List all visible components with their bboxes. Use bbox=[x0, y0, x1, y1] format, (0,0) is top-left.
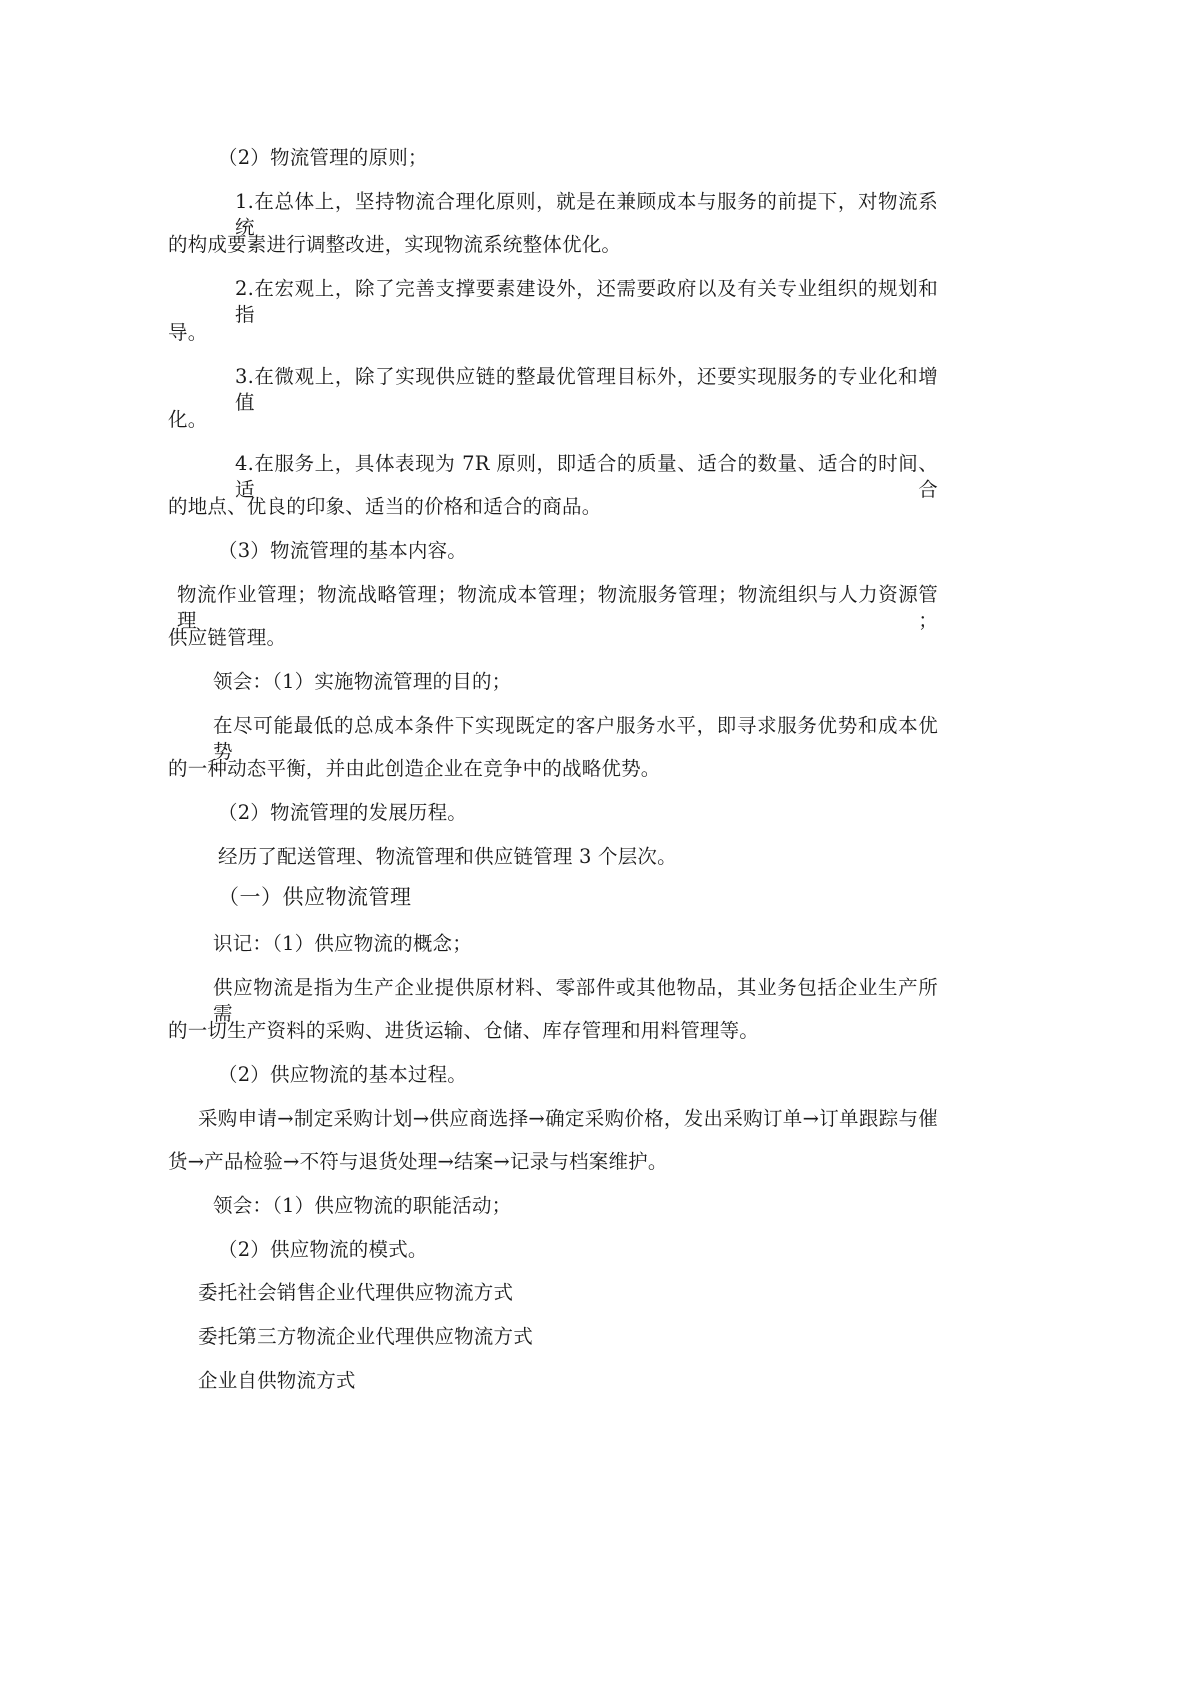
comprehend-purpose-heading: 领会：（1）实施物流管理的目的； bbox=[213, 670, 512, 693]
development-heading: （2）物流管理的发展历程。 bbox=[218, 801, 468, 824]
principle-3-line-1: 3.在微观上，除了实现供应链的整最优管理目标外，还要实现服务的专业化和增值 bbox=[235, 365, 938, 414]
process-line-2: 货→产品检验→不符与退货处理→结案→记录与档案维护。 bbox=[168, 1150, 668, 1173]
section-heading-supply-logistics: （一）供应物流管理 bbox=[218, 885, 412, 909]
development-text: 经历了配送管理、物流管理和供应链管理 3 个层次。 bbox=[218, 845, 677, 868]
principle-3-line-2: 化。 bbox=[168, 408, 208, 431]
comprehend-functions-heading: 领会：（1）供应物流的职能活动； bbox=[213, 1194, 512, 1217]
subsection-heading-basic-content: （3）物流管理的基本内容。 bbox=[218, 539, 468, 562]
memorize-concept-heading: 识记：（1）供应物流的概念； bbox=[213, 932, 472, 955]
principle-1-line-1: 1.在总体上，坚持物流合理化原则，就是在兼顾成本与服务的前提下，对物流系统 bbox=[235, 190, 938, 239]
basic-content-line-2: 供应链管理。 bbox=[168, 626, 287, 649]
principle-4-line-1: 4.在服务上，具体表现为 7R 原则，即适合的质量、适合的数量、适合的时间、适合 bbox=[235, 452, 938, 501]
principle-1-line-2: 的构成要素进行调整改进，实现物流系统整体优化。 bbox=[168, 233, 622, 256]
process-line-1: 采购申请→制定采购计划→供应商选择→确定采购价格，发出采购订单→订单跟踪与催 bbox=[198, 1107, 938, 1130]
basic-content-line-1: 物流作业管理；物流战略管理；物流成本管理；物流服务管理；物流组织与人力资源管理； bbox=[177, 583, 938, 632]
mode-item-1: 委托社会销售企业代理供应物流方式 bbox=[198, 1281, 514, 1304]
mode-item-3: 企业自供物流方式 bbox=[198, 1369, 356, 1392]
principle-2-line-2: 导。 bbox=[168, 321, 208, 344]
mode-item-2: 委托第三方物流企业代理供应物流方式 bbox=[198, 1325, 533, 1348]
principle-2-line-1: 2.在宏观上，除了完善支撑要素建设外，还需要政府以及有关专业组织的规划和指 bbox=[235, 277, 938, 326]
concept-line-2: 的一切生产资料的采购、进货运输、仓储、库存管理和用料管理等。 bbox=[168, 1019, 760, 1042]
subsection-heading-principles: （2）物流管理的原则； bbox=[218, 146, 428, 169]
purpose-line-1: 在尽可能最低的总成本条件下实现既定的客户服务水平，即寻求服务优势和成本优势 bbox=[213, 714, 938, 763]
principle-4-line-2: 的地点、优良的印象、适当的价格和适合的商品。 bbox=[168, 495, 602, 518]
basic-process-heading: （2）供应物流的基本过程。 bbox=[218, 1063, 468, 1086]
modes-heading: （2）供应物流的模式。 bbox=[218, 1238, 428, 1261]
concept-line-1: 供应物流是指为生产企业提供原材料、零部件或其他物品，其业务包括企业生产所需 bbox=[213, 976, 938, 1025]
purpose-line-2: 的一种动态平衡，并由此创造企业在竞争中的战略优势。 bbox=[168, 757, 661, 780]
